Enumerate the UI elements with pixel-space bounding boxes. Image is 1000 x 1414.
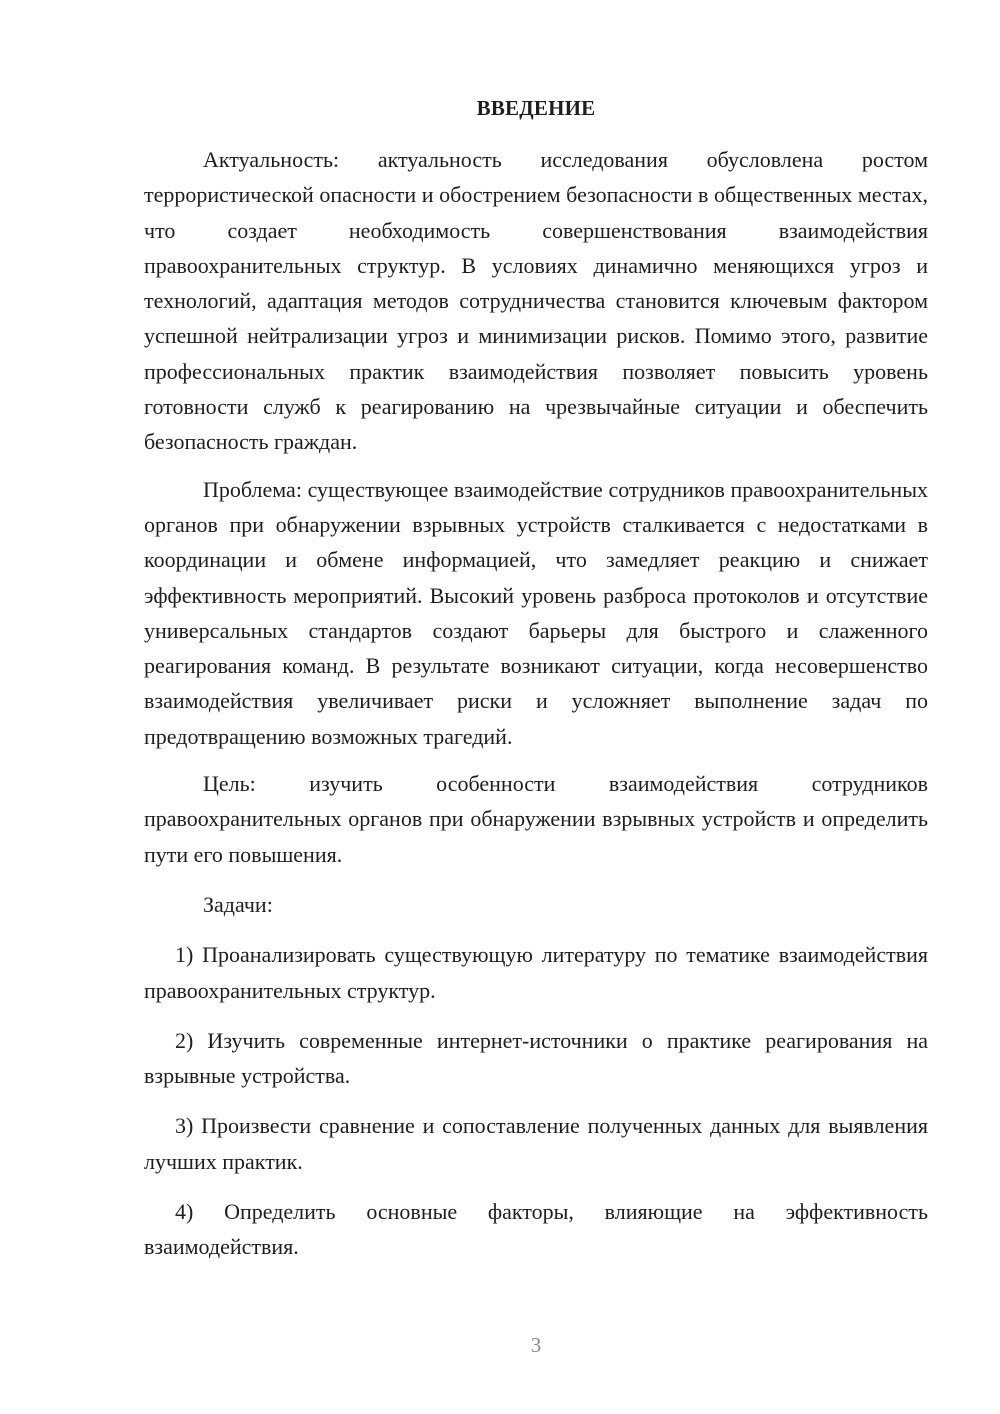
task-item: 4) Определить основные факторы, влияющие на эффективность взаимодействия. [144, 1199, 928, 1260]
paragraph-relevance: Актуальность: актуальность исследования обусловлена ростом террористической опасности и обострением безопасности в общественных местах, что создает необходимость совершенствования взаимодействия правоохранительных структур. В условиях динамично меняющихся угроз и технологий, адаптация методов сотрудничества становится ключевым фактором успешной нейтрализации угроз и минимизации рисков. Помимо этого, развитие профессиональных практик взаимодействия позволяет повысить уровень готовности служб к реагированию на чрезвычайные ситуации и обеспечить безопасность граждан. [144, 147, 928, 455]
paragraph-problem: Проблема: существующее взаимодействие сотрудников правоохранительных органов при обнаружении взрывных устройств сталкивается с недостатками в координации и обмене информацией, что замедляет реакцию и снижает эффективность мероприятий. Высокий уровень разброса протоколов и отсутствие универсальных стандартов создают барьеры для быстрого и слаженного реагирования команд. В результате возникают ситуации, когда несовершенство взаимодействия увеличивает риски и усложняет выполнение задач по предотвращению возможных трагедий. [144, 476, 928, 749]
document-body [144, 142, 928, 1265]
tasks-heading: Задачи: [203, 891, 273, 917]
task-item: 3) Произвести сравнение и сопоставление полученных данных для выявления лучших практик. [144, 1113, 928, 1174]
section-title: ВВЕДЕНИЕ [476, 96, 596, 120]
task-item: 1) Проанализировать существующую литературу по тематике взаимодействия правоохранительных структур. [144, 942, 928, 1003]
page-number: 3 [530, 1333, 542, 1357]
paragraph-goal: Цель: изучить особенности взаимодействия сотрудников правоохранительных органов при обнаружении взрывных устройств и определить пути его повышения. [144, 771, 928, 867]
task-item: 2) Изучить современные интернет-источники о практике реагирования на взрывные устройства. [144, 1027, 928, 1089]
